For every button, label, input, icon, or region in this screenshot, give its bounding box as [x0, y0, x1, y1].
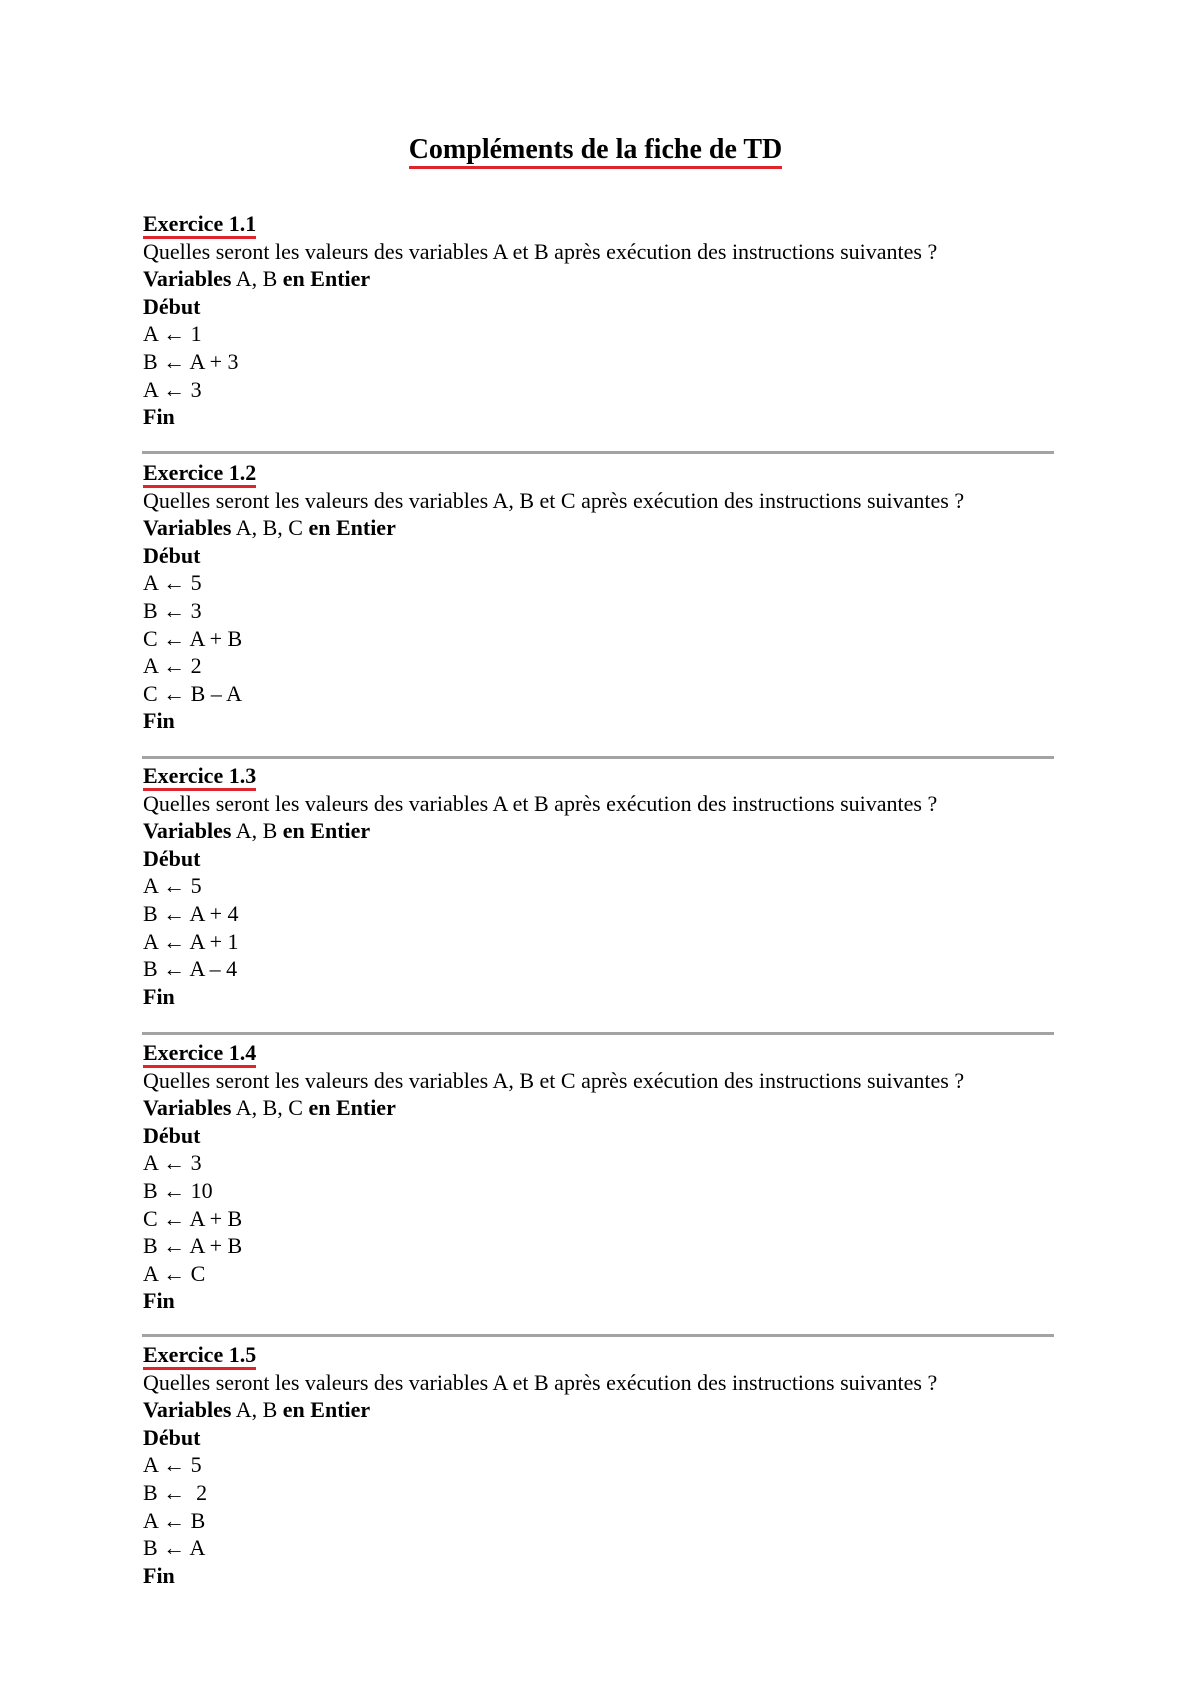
instruction-line: A ← 2	[143, 653, 202, 679]
exercise-heading: Exercice 1.1	[143, 210, 256, 238]
begin-keyword: Début	[143, 293, 201, 319]
begin-keyword: Début	[143, 845, 201, 871]
section-separator	[142, 1334, 1054, 1337]
variables-declaration: Variables A, B, C en Entier	[143, 1095, 396, 1121]
instruction-line: A ← 5	[143, 873, 202, 899]
exercise-1-5	[143, 1341, 1063, 1589]
exercise-heading: Exercice 1.5	[143, 1341, 256, 1369]
instruction-line: A ← A + 1	[143, 928, 239, 954]
begin-keyword: Début	[143, 542, 201, 568]
exercise-question: Quelles seront les valeurs des variables A et B après exécution des instructions suivantes ?	[143, 790, 938, 816]
instruction-line: A ← 5	[143, 570, 202, 596]
exercise-heading: Exercice 1.2	[143, 459, 256, 487]
instruction-line: B ← A + 3	[143, 348, 239, 374]
variables-declaration: Variables A, B en Entier	[143, 818, 371, 844]
variables-declaration: Variables A, B en Entier	[143, 1397, 371, 1423]
end-keyword: Fin	[143, 404, 175, 430]
exercise-1-4	[143, 1039, 1063, 1315]
instruction-line: B ← A – 4	[143, 956, 238, 982]
instruction-line: A ← B	[143, 1507, 206, 1533]
instruction-line: A ← C	[143, 1260, 206, 1286]
instruction-line: B ← 3	[143, 597, 202, 623]
end-keyword: Fin	[143, 708, 175, 734]
instruction-line: B ← 2	[143, 1479, 208, 1505]
begin-keyword: Début	[143, 1424, 201, 1450]
instruction-line: C ← B – A	[143, 680, 243, 706]
instruction-line: C ← A + B	[143, 625, 243, 651]
section-separator	[142, 756, 1054, 759]
instruction-line: B ← A	[143, 1535, 206, 1561]
end-keyword: Fin	[143, 1288, 175, 1314]
variables-declaration: Variables A, B, C en Entier	[143, 515, 396, 541]
begin-keyword: Début	[143, 1122, 201, 1148]
instruction-line: B ← A + 4	[143, 900, 239, 926]
instruction-line: B ← 10	[143, 1177, 213, 1203]
exercise-question: Quelles seront les valeurs des variables A et B après exécution des instructions suivantes ?	[143, 238, 938, 264]
instruction-line: A ← 3	[143, 376, 202, 402]
instruction-line: A ← 3	[143, 1150, 202, 1176]
instruction-line: B ← A + B	[143, 1233, 243, 1259]
exercise-1-3	[143, 762, 1063, 1010]
exercise-question: Quelles seront les valeurs des variables A, B et C après exécution des instructions suivantes ?	[143, 487, 965, 513]
exercise-question: Quelles seront les valeurs des variables A et B après exécution des instructions suivantes ?	[143, 1369, 938, 1395]
instruction-line: A ← 1	[143, 321, 202, 347]
page-title: Compléments de la fiche de TD	[0, 133, 1191, 167]
variables-declaration: Variables A, B en Entier	[143, 266, 371, 292]
exercise-heading: Exercice 1.3	[143, 762, 256, 790]
end-keyword: Fin	[143, 983, 175, 1009]
instruction-line: C ← A + B	[143, 1205, 243, 1231]
instruction-line: A ← 5	[143, 1452, 202, 1478]
end-keyword: Fin	[143, 1562, 175, 1588]
exercise-question: Quelles seront les valeurs des variables A, B et C après exécution des instructions suivantes ?	[143, 1067, 965, 1093]
exercise-1-2	[143, 459, 1063, 735]
section-separator	[142, 451, 1054, 454]
section-separator	[142, 1032, 1054, 1035]
exercise-heading: Exercice 1.4	[143, 1039, 256, 1067]
exercise-1-1	[143, 210, 1063, 431]
